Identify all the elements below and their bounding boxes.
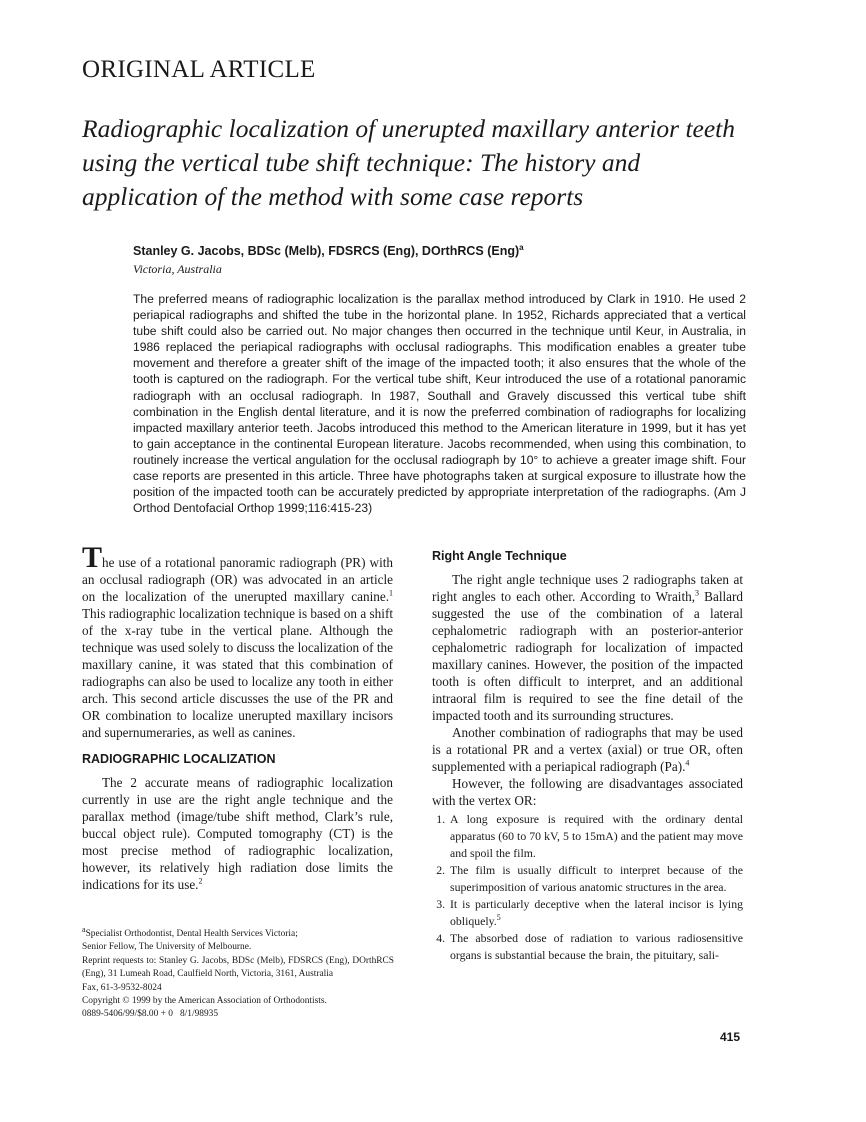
citation: 3 (695, 588, 700, 598)
citation: 4 (685, 758, 690, 768)
citation: 5 (496, 913, 501, 923)
text: The right angle technique uses 2 radiographs taken at right angles to each other. According to Wraith, (432, 572, 743, 604)
list-item (448, 811, 743, 862)
subsection-heading: Right Angle Technique (432, 549, 567, 563)
text: The 2 accurate means of radiographic localization currently in use are the right angle technique and the parallax method (image/tube shift method, Clark’s rule, buccal object rule). Computed tomography (CT) is the most precise method of radiographic localization, however, its relatively high radiation dose limits the indications for its use. (82, 775, 393, 892)
abstract: The preferred means of radiographic localization is the parallax method introduced by Clark in 1910. He used 2 periapical radiographs and shifted the tube in the horizontal plane. In 1952, Richards appreciated that a vertical tube shift could also be carried out. No major changes then occurred in the technique until Keur, in Australia, in 1986 replaced the periapical radiographs with occlusal radiographs. This modification enables a greater tube movement and therefore a greater shift of the image of the impacted tooth; it also ensures that the whole of the tooth is captured on the radiograph. For the vertical tube shift, Keur introduced the use of a rotational panoramic radiograph with an occlusal radiograph. In 1987, Southall and Gravely discussed this vertical tube shift combination in the English dental literature, and it is now the preferred combination of radiographs for localizing impacted maxillary anterior teeth. Jacobs introduced this method to the American literature in 1999, but it has yet to gain acceptance in the continental European literature. Jacobs recommended, when using this combination, to routinely increase the vertical angulation for the occlusal radiograph by 10° to achieve a greater image shift. Four case reports are presented in this article. Three have photographs taken at surgical exposure to illustrate how the position of the impacted tooth can be accurately predicted by appropriate interpretation of the radiographs. (Am J Orthod Dentofacial Orthop 1999;116:415-23) (133, 292, 746, 516)
list-item (448, 896, 743, 930)
paragraph (82, 774, 393, 893)
paragraph (432, 724, 743, 775)
affiliation: Victoria, Australia (133, 262, 222, 276)
text: It is particularly deceptive when the lateral incisor is lying obliquely. (450, 897, 743, 928)
citation: 2 (198, 876, 203, 886)
section-heading: RADIOGRAPHIC LOCALIZATION (82, 752, 276, 766)
footnote-affiliation: Specialist Orthodontist, Dental Health Services Victoria; (85, 929, 298, 939)
author-name: Stanley G. Jacobs, BDSc (Melb), FDSRCS (Eng), DOrthRCS (Eng) (133, 244, 520, 258)
text: The film is usually difficult to interpret because of the superimposition of various anatomic structures in the area. (450, 863, 743, 894)
paragraph: However, the following are disadvantages associated with the vertex OR: (432, 776, 743, 808)
paragraph (432, 571, 743, 724)
footnote-copyright: Copyright © 1999 by the American Association of Orthodontists. (82, 996, 327, 1007)
article-title: Radiographic localization of unerupted maxillary anterior teeth using the vertical tube shift technique: The history and application of the method with some case reports (82, 114, 736, 211)
footnote-fellow: Senior Fellow, The University of Melbourne. (82, 942, 252, 953)
footnote-code: 0889-5406/99/$8.00 + 0 8/1/98935 (82, 1009, 219, 1020)
section-label: ORIGINAL ARTICLE (82, 56, 316, 83)
list-item (448, 862, 743, 896)
text: he use of a rotational panoramic radiograph (PR) with an occlusal radiograph (OR) was advocated in an article on the localization of the unerupted maxillary canine. (82, 555, 393, 604)
text: A long exposure is required with the ordinary dental apparatus (60 to 70 kV, 5 to 15mA) and the patient may move and spoil the film. (450, 812, 743, 860)
text: The absorbed dose of radiation to various radiosensitive organs is substantial because the brain, the pituitary, sali- (450, 931, 743, 962)
footnote-reprint: Reprint requests to: Stanley G. Jacobs, BDSc (Melb), FDSRCS (Eng), DOrthRCS (Eng), 31 Lumeah Road, Caulfield North, Victoria, 3161, Australia (82, 955, 394, 980)
disadvantages-list (432, 811, 743, 964)
intro-paragraph (82, 541, 393, 741)
footnote-fax: Fax, 61-3-9532-8024 (82, 982, 162, 993)
citation: 1 (389, 588, 393, 598)
text: Another combination of radiographs that may be used is a rotational PR and a vertex (axial) or true OR, often supplemented with a periapical radiograph (Pa). (432, 725, 743, 774)
footnotes (82, 924, 394, 1022)
footnote-marker: a (82, 924, 86, 934)
left-column (82, 541, 393, 893)
text: This radiographic localization technique is based on a shift of the x-ray tube in the vertical plane. Although the technique was used solely to discuss the localization of the maxillary canine, it was stated that this combination of radiographs can also be used to localize any tooth in either arch. This second article discusses the use of the PR and OR combination to localize unerupted maxillary incisors and supernumeraries, as well as canines. (82, 606, 393, 740)
drop-cap: T (82, 541, 103, 574)
page-number: 415 (720, 1030, 741, 1044)
author-line (133, 244, 524, 258)
list-item (448, 930, 743, 964)
author-sup: a (519, 242, 524, 252)
right-column (432, 548, 743, 964)
text: Ballard suggested the use of the combination of a lateral cephalometric radiograph with an posterior-anterior cephalometric radiograph for localization of impacted maxillary canines. However, the position of the impacted tooth is often difficult to interpret, and an additional intraoral film is required to see the fine detail of the impacted tooth and its surrounding structures. (432, 589, 743, 723)
